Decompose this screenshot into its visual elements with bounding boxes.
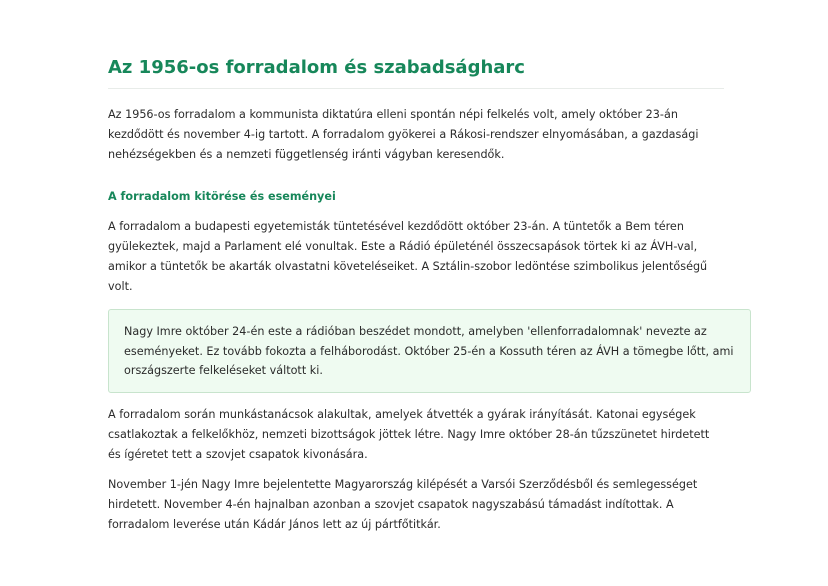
november-paragraph: November 1-jén Nagy Imre bejelentette Magyarország kilépését a Varsói Szerződésből és semlegességet hirdetett. November 4-én hajnalban azonban a szovjet csapatok nagyszabású támadást indítottak. A forradalom leverése után Kádár János lett az új pártfőtitkár. (108, 477, 698, 531)
intro-paragraph: Az 1956-os forradalom a kommunista diktatúra elleni spontán népi felkelés volt, amely október 23-án kezdődött és november 4-ig tartott. A forradalom gyökerei a Rákosi-rendszer elnyomásában, a gazdasági nehézségekben és a nemzeti függetlenség iránti vágyban keresendők. (108, 108, 699, 161)
article (108, 56, 734, 535)
councils-paragraph: A forradalom során munkástanácsok alakultak, amelyek átvették a gyárak irányítását. Katonai egységek csatlakoztak a felkelőkhöz, nemzeti bizottságok jöttek létre. Nagy Imre október 28-án tűzszünetet hirdetett és ígéretet tett a szovjet csapatok kivonására. (108, 407, 710, 461)
callout-text: Nagy Imre október 24-én este a rádióban beszédet mondott, amelyben 'ellenforradalomnak' nevezte az eseményeket. Ez tovább fokozta a felháborodást. Október 25-én a Kossuth téren az ÁVH a tömegbe lőtt, ami országszerte felkeléseket váltott ki. (124, 325, 734, 377)
highlight-callout (108, 309, 751, 393)
section-heading: A forradalom kitörése és eseményei (108, 190, 336, 203)
page-title: Az 1956-os forradalom és szabadságharc (108, 56, 724, 89)
section-paragraph: A forradalom a budapesti egyetemisták tüntetésével kezdődött október 23-án. A tüntetők a Bem téren gyülekeztek, majd a Parlament elé vonultak. Este a Rádió épületénél összecsapások törtek ki az ÁVH-val, amikor a tüntetők be akarták olvastatni követeléseiket. A Sztálin-szobor ledöntése szimbolikus jelentőségű volt. (108, 220, 708, 293)
